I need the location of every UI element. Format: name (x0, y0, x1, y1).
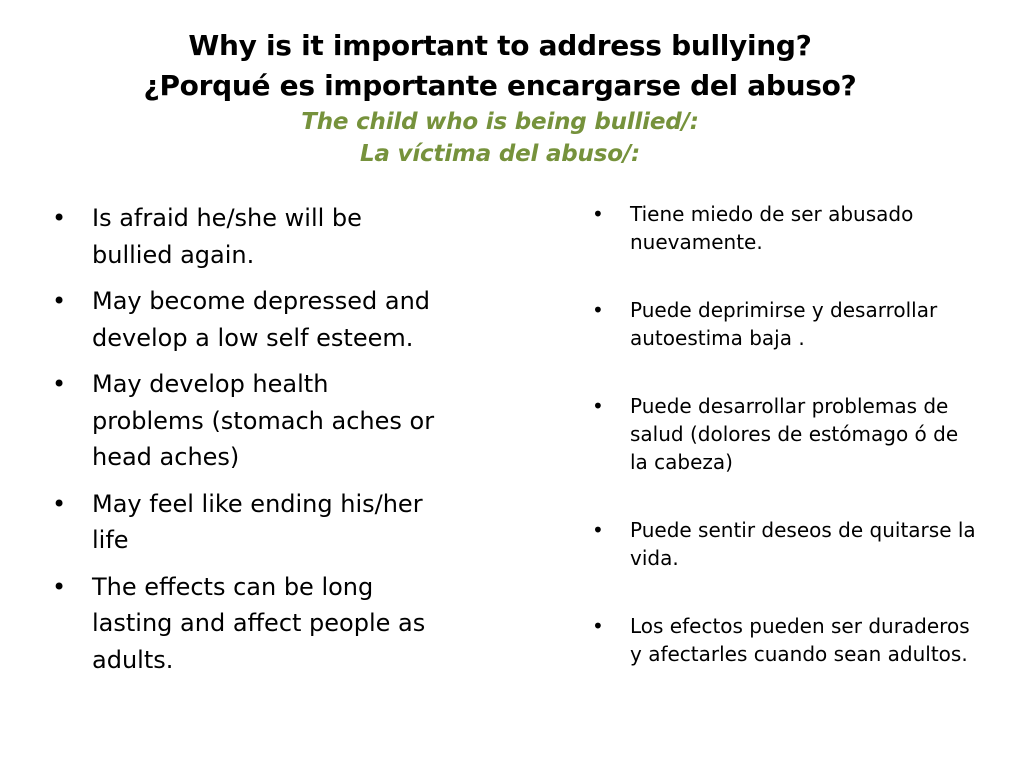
english-effects-column (52, 200, 447, 688)
list-item-text: Puede desarrollar problemas de salud (dolores de estómago ó de la cabeza) (630, 394, 959, 474)
list-item-text: Tiene miedo de ser abusado nuevamente. (630, 202, 914, 254)
bullet-icon: • (52, 370, 67, 398)
list-item (592, 392, 982, 476)
bullet-icon: • (592, 298, 604, 322)
list-item-text: May become depressed and develop a low self esteem. (92, 287, 431, 352)
title-block (0, 26, 1000, 170)
bullet-icon: • (52, 287, 67, 315)
title-english: Why is it important to address bullying? (188, 29, 812, 62)
list-item (592, 296, 982, 352)
bullet-icon: • (592, 614, 604, 638)
list-item (592, 200, 982, 256)
list-item-text: May develop health problems (stomach aches or head aches) (92, 370, 435, 471)
spanish-effects-list (592, 200, 982, 668)
bullet-icon: • (52, 204, 67, 232)
list-item-text: Is afraid he/she will be bullied again. (92, 204, 362, 269)
list-item-text: Los efectos pueden ser duraderos y afectarles cuando sean adultos. (630, 614, 970, 666)
list-item-text: Puede sentir deseos de quitarse la vida. (630, 518, 976, 570)
list-item (52, 486, 447, 559)
bullet-icon: • (592, 518, 604, 542)
bullet-icon: • (52, 489, 67, 518)
spanish-effects-column (592, 200, 982, 708)
list-item-text: Puede deprimirse y desarrollar autoestima baja . (630, 298, 938, 350)
title-spanish: ¿Porqué es importante encargarse del abuso? (143, 69, 857, 102)
list-item (52, 569, 447, 679)
subtitle-spanish: La víctima del abuso/: (359, 141, 641, 167)
english-effects-list (52, 200, 447, 678)
list-item (592, 516, 982, 572)
list-item (52, 366, 447, 476)
subtitle-english: The child who is being bullied/: (301, 109, 699, 135)
list-item (52, 200, 447, 273)
bullet-icon: • (592, 202, 604, 226)
list-item (52, 283, 447, 356)
bullet-icon: • (52, 572, 67, 601)
bullet-icon: • (592, 394, 604, 418)
list-item (592, 612, 982, 668)
list-item-text: The effects can be long lasting and affect people as adults. (92, 572, 426, 674)
list-item-text: May feel like ending his/her life (92, 489, 423, 554)
